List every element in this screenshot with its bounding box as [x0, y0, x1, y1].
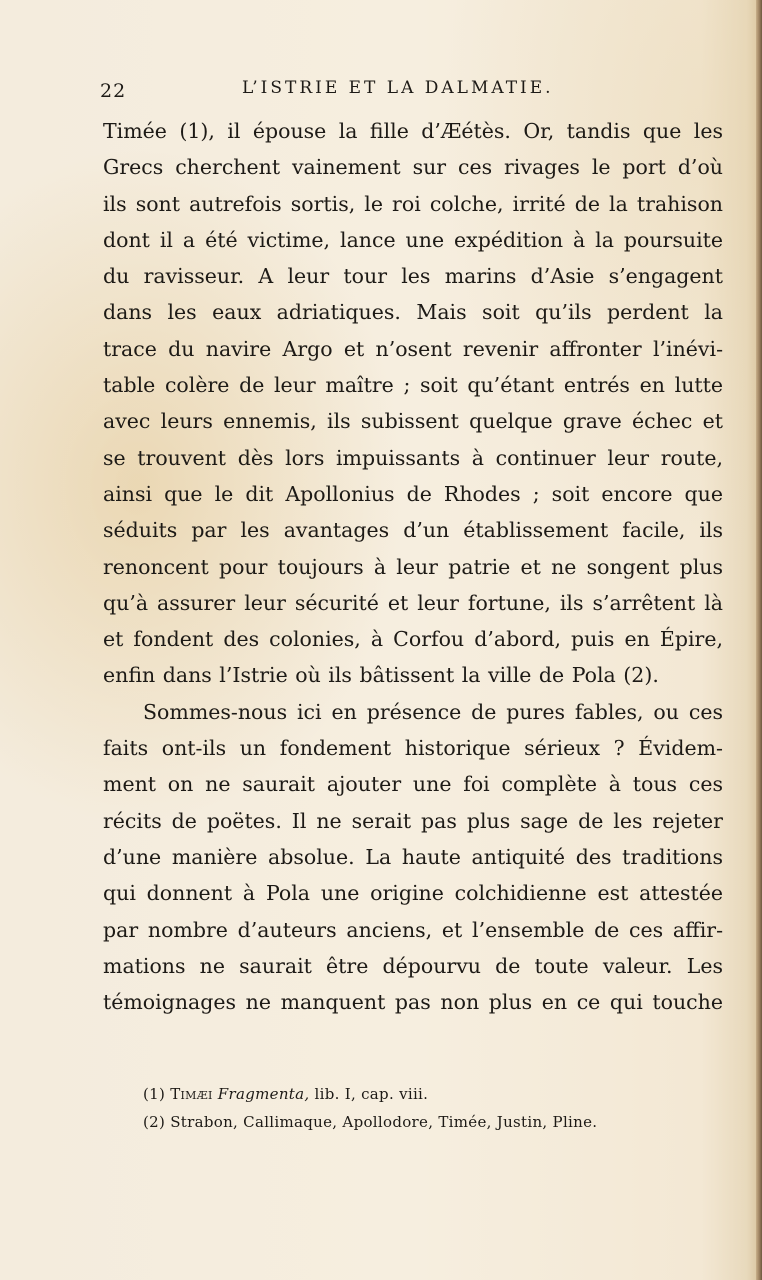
text-line: se trouvent dès lors impuissants à continuer leur route,: [103, 445, 723, 470]
footnote-1: [143, 1080, 683, 1108]
text-line: mations ne saurait être dépourvu de toute valeur. Les: [103, 953, 723, 978]
text-line: avec leurs ennemis, ils subissent quelque grave échec et: [103, 409, 723, 434]
text-line: renoncent pour toujours à leur patrie et ne songent plus: [103, 554, 723, 579]
text-line: Grecs cherchent vainement sur ces rivages le port d’où: [103, 155, 723, 180]
footnote-marker: (1): [143, 1085, 166, 1103]
footnote-work: Fragmenta,: [217, 1085, 310, 1103]
page-header: [96, 74, 736, 104]
main-text: [103, 113, 723, 1020]
text-line: qu’à assurer leur sécurité et leur fortune, ils s’arrêtent là: [103, 590, 723, 615]
text-line: par nombre d’auteurs anciens, et l’ensemble de ces affir-: [103, 917, 723, 942]
page-number: 22: [100, 80, 127, 102]
footnote-author: Timæi: [170, 1085, 213, 1103]
footnote-marker: (2): [143, 1113, 166, 1131]
text-line: témoignages ne manquent pas non plus en ce qui touche: [103, 990, 723, 1015]
text-line: ils sont autrefois sortis, le roi colche, irrité de la trahison: [103, 191, 723, 216]
footnote-text: Strabon, Callimaque, Apollodore, Timée, Justin, Pline.: [170, 1113, 598, 1131]
text-line: table colère de leur maître ; soit qu’étant entrés en lutte: [103, 373, 723, 398]
page-edge: [756, 0, 762, 1280]
footnote-reference: lib. I, cap. viii.: [314, 1085, 429, 1103]
text-line: dans les eaux adriatiques. Mais soit qu’ils perdent la: [103, 300, 723, 325]
text-line: ment on ne saurait ajouter une foi complète à tous ces: [103, 772, 723, 797]
text-line: du ravisseur. A leur tour les marins d’Asie s’engagent: [103, 264, 723, 289]
text-line: Timée (1), il épouse la fille d’Æétès. Or, tandis que les: [103, 119, 723, 143]
footnotes: [143, 1080, 683, 1136]
text-line: récits de poëtes. Il ne serait pas plus sage de les rejeter: [103, 808, 723, 833]
text-line: trace du navire Argo et n’osent revenir affronter l’inévi-: [103, 336, 723, 361]
text-line: Sommes-nous ici en présence de pures fables, ou ces: [143, 699, 723, 724]
text-line: ainsi que le dit Apollonius de Rhodes ; soit encore que: [103, 481, 723, 506]
text-line: séduits par les avantages d’un établissement facile, ils: [103, 518, 723, 543]
text-line: qui donnent à Pola une origine colchidienne est attestée: [103, 881, 723, 906]
text-line: enfin dans l’Istrie où ils bâtissent la ville de Pola (2).: [103, 663, 659, 688]
text-line: faits ont-ils un fondement historique sérieux ? Évidem-: [103, 736, 723, 761]
running-title: L’ISTRIE ET LA DALMATIE.: [242, 78, 554, 98]
text-line: et fondent des colonies, à Corfou d’abord, puis en Épire,: [103, 627, 723, 652]
text-line: d’une manière absolue. La haute antiquité des traditions: [103, 844, 723, 869]
text-line: dont il a été victime, lance une expédition à la poursuite: [103, 227, 723, 252]
footnote-2: [143, 1108, 683, 1136]
